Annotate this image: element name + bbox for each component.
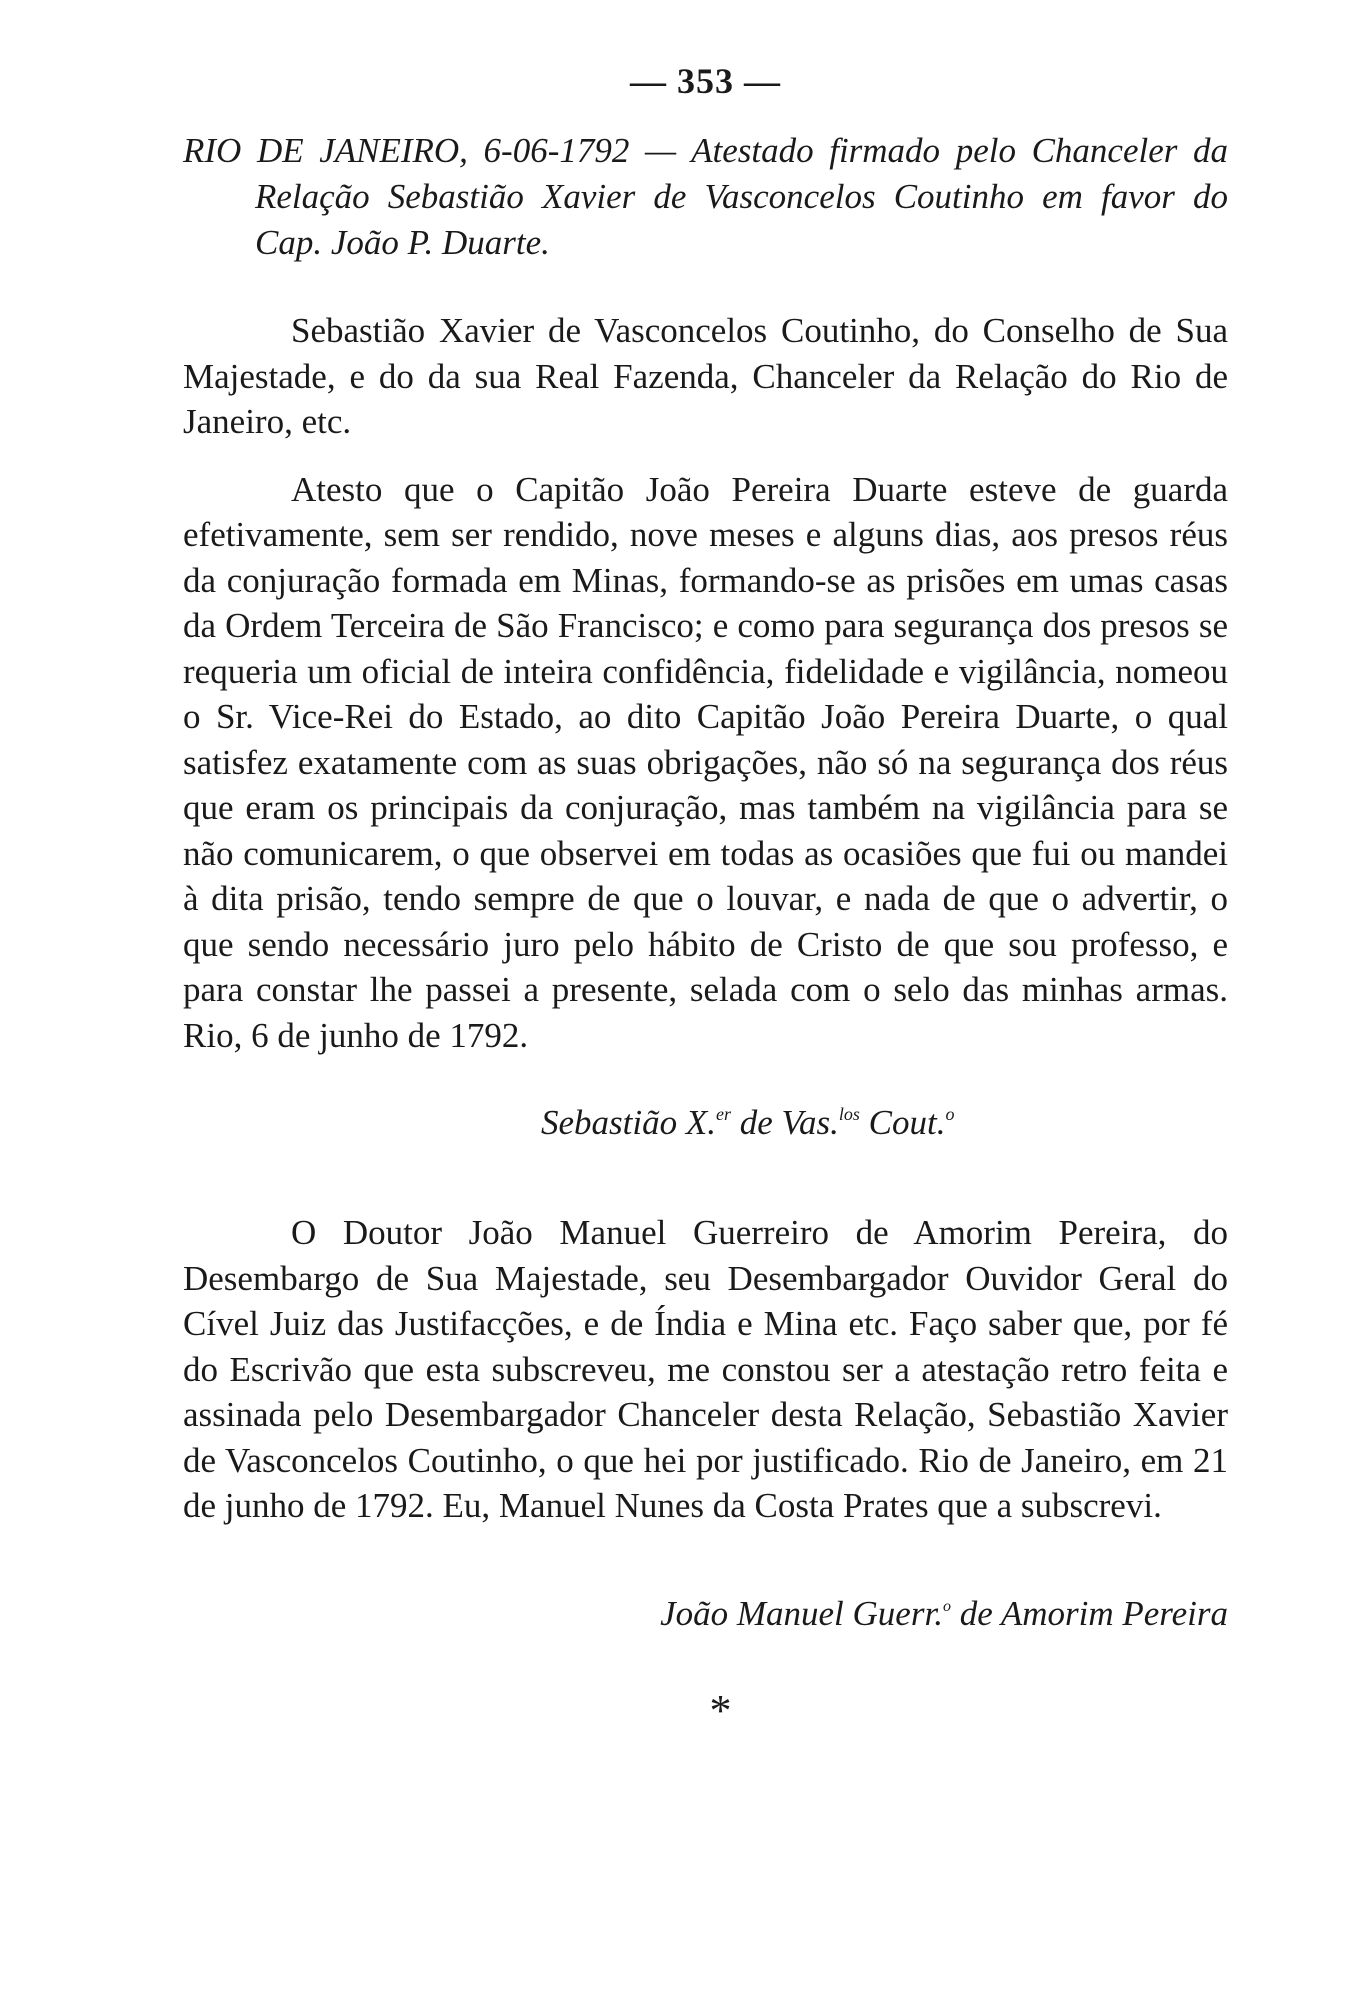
- paragraph-attestation: Atesto que o Capitão João Pereira Duarte esteve de guarda efetivamente, sem ser rendido, nove meses e alguns dias, aos presos réus da conjuração formada em Minas, formando-se as prisões em umas casas da Ordem Terceira de São Francisco; e como para segurança dos presos se requeria um oficial de inteira confidência, fidelidade e vigilância, nomeou o Sr. Vice-Rei do Estado, ao dito Capitão João Pereira Duarte, o qual satisfez exatamente com as suas obrigações, não só na segurança dos réus que eram os principais da conjuração, mas também na vigilância para se não comunicarem, o que observei em todas as ocasiões que fui ou mandei à dita prisão, tendo sempre de que o louvar, e nada de que o advertir, o que sendo necessário juro pelo hábito de Cristo de que sou professo, e para constar lhe passei a presente, selada com o selo das minhas armas. Rio, 6 de junho de 1792.: [183, 469, 1228, 1055]
- asterisk-ornament: *: [709, 1685, 732, 1735]
- document-heading: RIO DE JANEIRO, 6-06-1792 — Atestado firmado pelo Chanceler da Relação Sebastião Xavier de Vasconcelos Coutinho em favor do Cap. João P. Duarte.: [183, 131, 1228, 262]
- signature-chanceler-part1: Sebastião X.: [541, 1103, 716, 1142]
- signature-ouvidor-part1: João Manuel Guerr.: [660, 1593, 943, 1633]
- signature-ouvidor-sup1: o: [942, 1597, 951, 1615]
- signature-chanceler-part2: de Vas.: [730, 1103, 839, 1142]
- signature-chanceler-part3: Cout.: [859, 1103, 946, 1142]
- paragraph-justification: O Doutor João Manuel Guerreiro de Amorim Pereira, do Desembargo de Sua Majestade, seu Desembargador Ouvidor Geral do Cível Juiz das Justifacções, e de Índia e Mina etc. Faço saber que, por fé do Escrivão que esta subscreveu, me constou ser a atestação retro feita e assinada pelo Desembargador Chanceler desta Relação, Sebastião Xavier de Vasconcelos Coutinho, o que hei por justificado. Rio de Janeiro, em 21 de junho de 1792. Eu, Manuel Nunes da Costa Prates que a subscrevi.: [183, 1213, 1228, 1525]
- signature-chanceler-sup2: los: [838, 1104, 860, 1124]
- signature-ouvidor-part2: de Amorim Pereira: [950, 1593, 1228, 1633]
- signature-chanceler-sup1: er: [715, 1104, 731, 1124]
- page-number: — 353 —: [630, 61, 781, 101]
- paragraph-intro: Sebastião Xavier de Vasconcelos Coutinho, do Conselho de Sua Majestade, e do da sua Real Fazenda, Chanceler da Relação do Rio de Janeiro, etc.: [183, 311, 1228, 441]
- signature-ouvidor: [183, 1591, 1228, 1637]
- signature-chanceler-sup3: o: [945, 1104, 955, 1124]
- signature-chanceler: [183, 1100, 1228, 1146]
- document-page: [183, 60, 1228, 1736]
